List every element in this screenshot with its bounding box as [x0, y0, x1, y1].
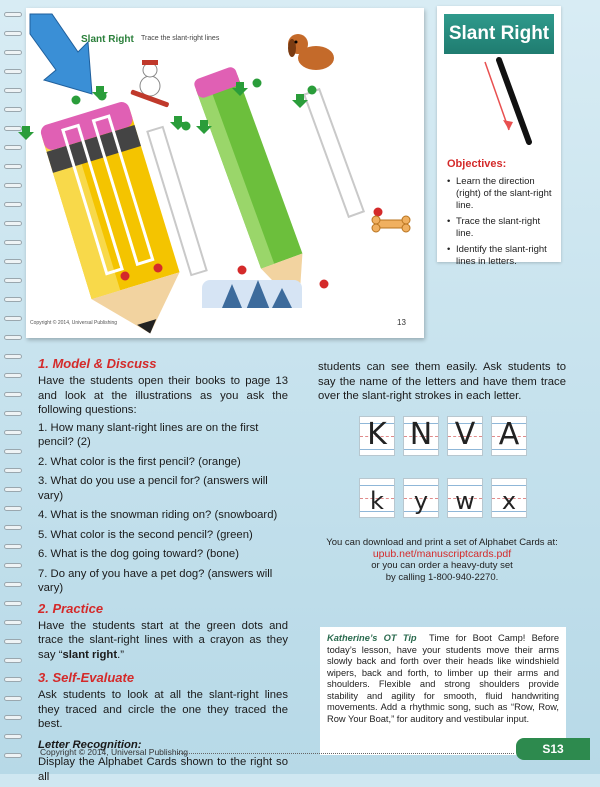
- question-item: 5. What color is the second pencil? (green): [38, 528, 253, 541]
- question-item: 7. Do any of you have a pet dog? (answers will vary): [38, 567, 273, 594]
- workbook-illustration: [26, 8, 424, 338]
- spiral-ring: [4, 297, 22, 302]
- ot-tip-text: Time for Boot Camp! Before today’s lesson, have your students move their arms slowly back and forth over their heads like windshield wipers, back and forth, to limber up their arms and shoulders. Flexible and strong shoulders provide stability and agility for smooth, fluid handwriting movements. Add a rhythmic song, such as “Row, Row, Row Your Boat,” for auditory and vestibular input.: [327, 633, 559, 724]
- spiral-ring: [4, 468, 22, 473]
- download-line3: by calling 1-800-940-2270.: [385, 571, 499, 583]
- spiral-ring: [4, 601, 22, 606]
- spiral-ring: [4, 734, 22, 739]
- spiral-ring: [4, 202, 22, 207]
- spiral-ring: [4, 107, 22, 112]
- spiral-ring: [4, 69, 22, 74]
- spiral-ring: [4, 753, 22, 758]
- spiral-ring: [4, 259, 22, 264]
- spiral-ring: [4, 373, 22, 378]
- spiral-ring: [4, 487, 22, 492]
- ot-tip-heading: Katherine’s OT Tip: [327, 633, 417, 643]
- spiral-ring: [4, 392, 22, 397]
- card-letter: N: [409, 417, 433, 452]
- slant-right-stroke-icon: [445, 54, 553, 149]
- spiral-ring: [4, 639, 22, 644]
- practice-heading: 2. Practice: [38, 600, 104, 616]
- card-letter: k: [370, 487, 384, 515]
- dog-icon: [288, 34, 334, 70]
- spiral-ring: [4, 696, 22, 701]
- objectives-heading: Objectives:: [447, 158, 507, 170]
- blue-arrow-icon: [30, 14, 92, 94]
- workbook-instruction: Trace the slant-right lines: [141, 35, 220, 42]
- workbook-page-number: 13: [397, 318, 406, 327]
- alphabet-card: [403, 478, 439, 518]
- model-discuss-intro: Have the students open their books to page 13 and look at the illustrations as you ask the following questions:: [38, 375, 288, 416]
- card-letter: x: [501, 487, 517, 515]
- practice-text: [38, 619, 288, 663]
- objective-item: • Trace the slant-right line.: [447, 216, 555, 240]
- objectives-list: [447, 176, 555, 272]
- spiral-ring: [4, 88, 22, 93]
- letter-recognition-text: Display the Alphabet Cards shown to the right so all: [38, 756, 288, 783]
- card-letter: A: [498, 417, 520, 452]
- alphabet-card: [403, 416, 439, 456]
- orange-pencil: [39, 100, 194, 347]
- spiral-ring: [4, 525, 22, 530]
- footer-page-tab: S13: [516, 738, 590, 760]
- question-list: [38, 421, 288, 596]
- spiral-ring: [4, 544, 22, 549]
- alphabet-card: [447, 478, 483, 518]
- alphabet-card: [359, 416, 395, 456]
- self-evaluate-heading: 3. Self-Evaluate: [38, 670, 135, 685]
- download-line2: or you can order a heavy-duty set: [371, 560, 513, 571]
- lesson-right-column: [318, 360, 566, 407]
- objective-item: • Identify the slant-right lines in letters.: [447, 244, 555, 268]
- spiral-ring: [4, 183, 22, 188]
- alphabet-card: [491, 416, 527, 456]
- spiral-ring: [4, 126, 22, 131]
- spiral-binding: [0, 0, 26, 774]
- self-evaluate-text: Ask students to look at all the slant-right lines they traced and circle the one they traced the best.: [38, 689, 288, 730]
- question-item: 2. What color is the first pencil? (orange): [38, 455, 241, 468]
- spiral-ring: [4, 145, 22, 150]
- alphabet-card: [491, 478, 527, 518]
- spiral-ring: [4, 506, 22, 511]
- spiral-ring: [4, 563, 22, 568]
- question-item: 6. What is the dog going toward? (bone): [38, 548, 239, 560]
- spiral-ring: [4, 430, 22, 435]
- workbook-title: Slant Right: [81, 34, 134, 45]
- panel-title: Slant Right: [444, 14, 554, 54]
- footer-copyright: Copyright © 2014, Universal Publishing: [40, 747, 189, 757]
- download-url-link[interactable]: upub.net/manuscriptcards.pdf: [372, 547, 512, 560]
- spiral-ring: [4, 316, 22, 321]
- practice-bold: slant right: [62, 648, 118, 661]
- spiral-ring: [4, 411, 22, 416]
- lesson-left-column: [38, 356, 288, 787]
- winter-scene-icon: [202, 280, 302, 320]
- practice-text-end: .”: [117, 648, 124, 661]
- spiral-ring: [4, 354, 22, 359]
- ot-tip-box: [320, 627, 566, 755]
- spiral-ring: [4, 31, 22, 36]
- spiral-ring: [4, 240, 22, 245]
- workbook-copyright: Copyright © 2014, Universal Publishing: [30, 320, 118, 326]
- card-letter: K: [367, 417, 387, 452]
- alphabet-card: [359, 478, 395, 518]
- letter-recognition-heading: Letter Recognition:: [38, 738, 142, 751]
- question-item: 1. How many slant-right lines are on the first pencil? (2): [38, 421, 259, 448]
- alphabet-card: [447, 416, 483, 456]
- spiral-ring: [4, 12, 22, 17]
- download-info: [318, 537, 566, 583]
- spiral-ring: [4, 658, 22, 663]
- alphabet-cards: [359, 416, 529, 518]
- objectives-panel: [437, 6, 561, 267]
- bone-icon: [372, 216, 410, 232]
- model-discuss-heading: 1. Model & Discuss: [38, 356, 157, 371]
- spiral-ring: [4, 164, 22, 169]
- spiral-ring: [4, 715, 22, 720]
- question-item: 3. What do you use a pencil for? (answers will vary): [38, 475, 268, 502]
- footer-rule: [178, 753, 514, 754]
- card-letter: y: [413, 487, 429, 515]
- objective-item: • Learn the direction (right) of the slant-right line.: [447, 176, 555, 212]
- download-line1: You can download and print a set of Alphabet Cards at:: [326, 537, 558, 548]
- snowman-icon: [130, 60, 169, 108]
- practice-text-start: Have the students start at the green dots and trace the slant-right lines with a crayon as they say “: [38, 619, 288, 661]
- card-letter: w: [455, 487, 475, 515]
- spiral-ring: [4, 449, 22, 454]
- spiral-ring: [4, 335, 22, 340]
- spiral-ring: [4, 221, 22, 226]
- spiral-ring: [4, 677, 22, 682]
- continued-text: students can see them easily. Ask students to say the name of the letters and have them trace over the slant-right strokes in each letter.: [318, 361, 566, 402]
- spiral-ring: [4, 582, 22, 587]
- question-item: 4. What is the snowman riding on? (snowboard): [38, 509, 278, 521]
- workbook-page: [26, 8, 424, 338]
- spiral-ring: [4, 620, 22, 625]
- spiral-ring: [4, 278, 22, 283]
- spiral-ring: [4, 50, 22, 55]
- card-letter: V: [454, 417, 476, 452]
